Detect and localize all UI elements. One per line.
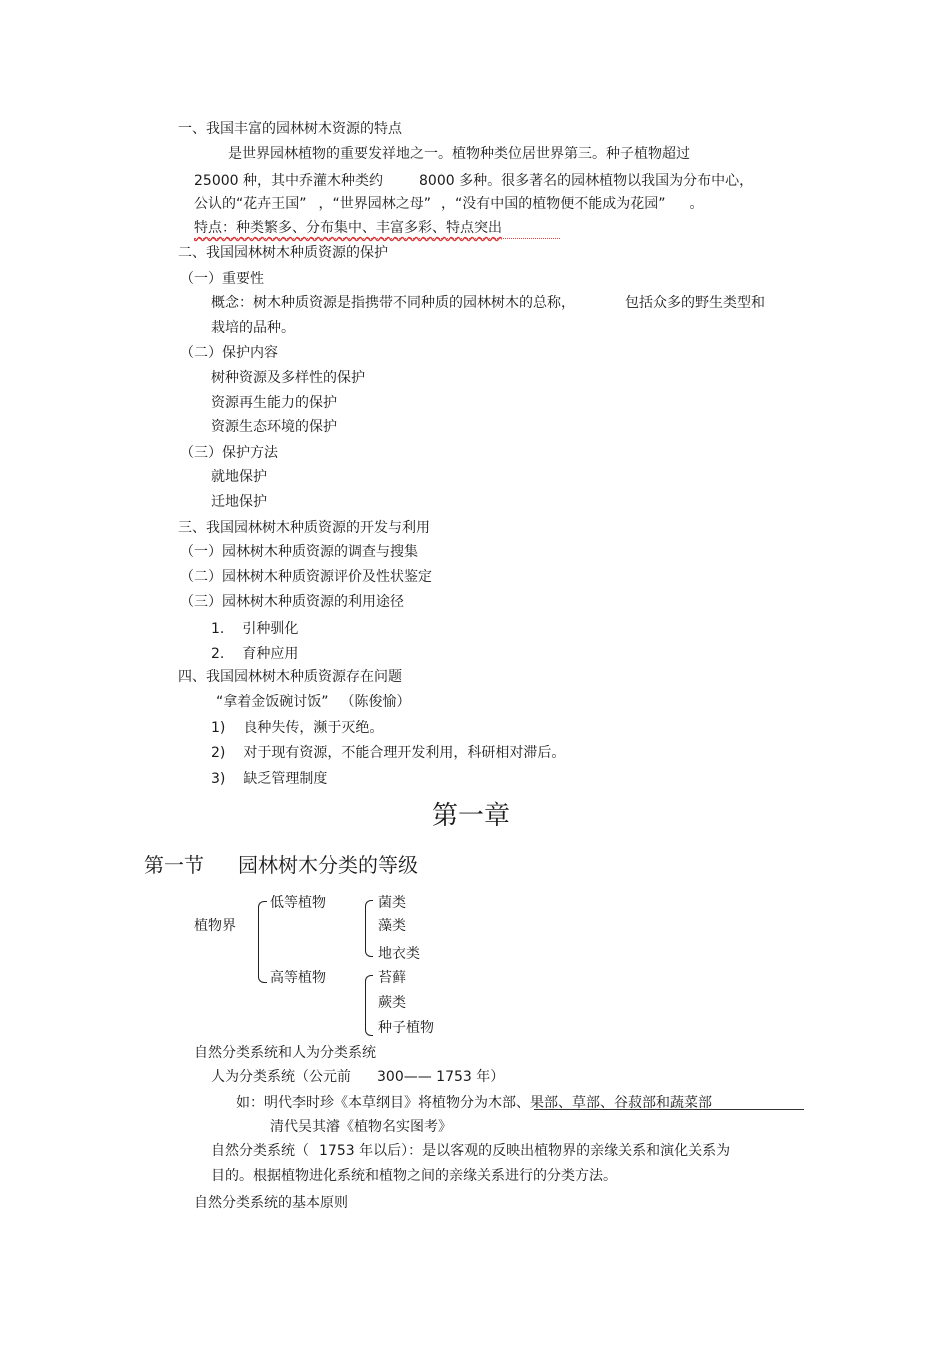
red-underline (194, 238, 560, 239)
tree-leaf: 蕨类 (378, 995, 406, 1011)
principles-heading: 自然分类系统的基本原则 (194, 1195, 348, 1211)
tree-leaf: 种子植物 (378, 1020, 434, 1036)
list-item: 树种资源及多样性的保护 (211, 370, 365, 386)
quote-line: “拿着金饭碗讨饭” （陈俊愉） (216, 694, 411, 710)
paragraph-line: 25000 种，其中乔灌木种类约 8000 多种。很多著名的园林植物以我国为分布中心， (194, 173, 754, 189)
subheading: （一）重要性 (180, 271, 264, 287)
tree-leaf: 藻类 (378, 918, 406, 934)
concept-line: 栽培的品种。 (211, 320, 295, 336)
tree-leaf: 菌类 (378, 895, 406, 911)
tree-root: 植物界 (194, 918, 236, 934)
bracket-root (258, 901, 267, 983)
tree-leaf: 苔藓 (378, 970, 406, 986)
list-item: 资源再生能力的保护 (211, 395, 337, 411)
natural-system: 自然分类系统（ 1753 年以后）：是以客观的反映出植物界的亲缘关系和演化关系为 (211, 1143, 731, 1159)
list-item: 1. 引种驯化 (211, 621, 299, 637)
chapter-title: 第一章 (432, 801, 511, 831)
section-title: 第一节 园林树木分类的等级 (144, 853, 418, 877)
example-line: 如：明代李时珍《本草纲目》将植物分为木部、果部、草部、谷菽部和蔬菜部 (236, 1095, 712, 1111)
list-item: 2) 对于现有资源，不能合理开发利用，科研相对滞后。 (211, 745, 566, 761)
subheading: （三）保护方法 (180, 445, 278, 461)
list-item: 1) 良种失传，濒于灭绝。 (211, 720, 384, 736)
concept-line: 概念：树木种质资源是指携带不同种质的园林树木的总称， 包括众多的野生类型和 (211, 295, 765, 311)
subheading: （一）园林树木种质资源的调查与搜集 (180, 544, 418, 560)
example-line: 清代吴其濬《植物名实图考》 (270, 1119, 452, 1135)
subheading: （三）园林树木种质资源的利用途径 (180, 594, 404, 610)
artificial-system: 人为分类系统（公元前 300—— 1753 年） (211, 1069, 505, 1085)
tree-node-high: 高等植物 (270, 970, 326, 986)
subheading: （二）园林树木种质资源评价及性状鉴定 (180, 569, 432, 585)
paragraph-line: 是世界园林植物的重要发祥地之一。植物种类位居世界第三。种子植物超过 (228, 146, 690, 162)
tree-node-low: 低等植物 (270, 895, 326, 911)
list-item: 3) 缺乏管理制度 (211, 771, 328, 787)
list-item: 资源生态环境的保护 (211, 419, 337, 435)
subheading: （二）保护内容 (180, 345, 278, 361)
section-heading-4: 四、我国园林树木种质资源存在问题 (178, 669, 402, 685)
tree-leaf: 地衣类 (378, 946, 420, 962)
list-item: 迁地保护 (211, 494, 267, 510)
section-heading-2: 二、我国园林树木种质资源的保护 (178, 245, 388, 261)
natural-system-cont: 目的。根据植物进化系统和植物之间的亲缘关系进行的分类方法。 (211, 1168, 617, 1184)
list-item: 2. 育种应用 (211, 646, 299, 662)
section-heading-1: 一、我国丰富的园林树木资源的特点 (178, 121, 402, 137)
paragraph-line: 公认的“花卉王国” ，“世界园林之母” ，“没有中国的植物便不能成为花园” 。 (194, 196, 704, 212)
systems-title: 自然分类系统和人为分类系统 (194, 1045, 376, 1061)
list-item: 就地保护 (211, 469, 267, 485)
bracket-high (365, 975, 373, 1036)
underline-rule (534, 1109, 804, 1110)
section-heading-3: 三、我国园林树木种质资源的开发与利用 (178, 520, 430, 536)
features-line: 特点：种类繁多、分布集中、丰富多彩、特点突出 (194, 220, 502, 236)
bracket-low (365, 900, 373, 957)
